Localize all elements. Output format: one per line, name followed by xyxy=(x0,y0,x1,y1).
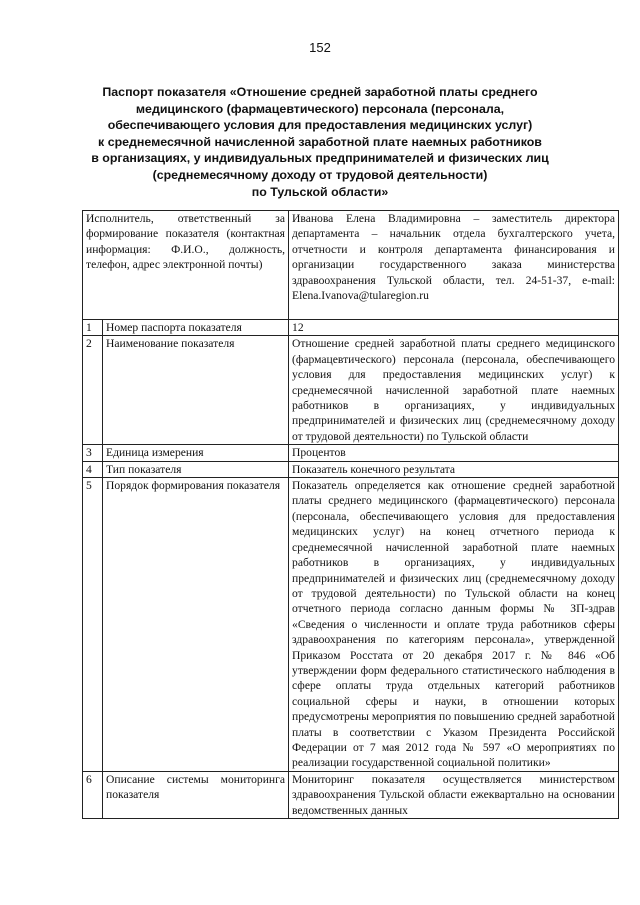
row-value: Мониторинг показателя осуществляется министерством здравоохранения Тульской области ежеквартально на основании ведомственных данных xyxy=(289,771,619,818)
row-label: Номер паспорта показателя xyxy=(103,320,289,336)
table-row xyxy=(83,461,619,477)
title-line: в организациях, у индивидуальных предпринимателей и физических лиц xyxy=(91,151,549,166)
title-line: медицинского (фармацевтического) персонала (персонала, xyxy=(135,101,505,116)
row-label: Единица измерения xyxy=(103,445,289,461)
table-row-executor xyxy=(83,211,619,320)
title-line: к среднемесячной начисленной заработной плате наемных работников xyxy=(98,134,542,149)
row-label: Описание системы мониторинга показателя xyxy=(103,771,289,818)
row-number: 4 xyxy=(83,461,103,477)
table-row xyxy=(83,478,619,772)
executor-value: Иванова Елена Владимировна – заместитель директора департамента – начальник отдела бухгалтерского учета, отчетности и контроля департамента финансирования и организации государственного заказа министерства здравоохранения Тульской области, тел. 24-51-37, e-mail: Elena.Ivanova@tularegion.ru xyxy=(289,211,619,320)
row-value: Показатель определяется как отношение средней заработной платы среднего медицинского (фармацевтического) персонала (персонала, обеспечивающего условия для предоставления медицинских услуг) на конец отчетного периода к среднемесячной начисленной заработной плате наемных работников в организациях, у индивидуальных предпринимателей и физических лиц (среднемесячному доходу от трудовой деятельности) по Тульской области на конец отчетного периода согласно данным формы № ЗП-здрав «Сведения о численности и оплате труда работников сферы здравоохранения по категориям персонала», утвержденной Приказом Росстата от 20 декабря 2017 г. № 846 «Об утверждении форм федерального статистического наблюдения в сфере оплаты труда отдельных категорий работников социальной сферы и науки, в отношении которых предусмотрены мероприятия по повышению средней заработной платы в соответствии с Указом Президента Российской Федерации от 7 мая 2012 года № 597 «О мероприятиях по реализации государственной социальной политики» xyxy=(289,478,619,772)
row-number: 1 xyxy=(83,320,103,336)
title-line: обеспечивающего условия для предоставления медицинских услуг) xyxy=(107,118,533,133)
row-label: Порядок формирования показателя xyxy=(103,478,289,772)
page-number: 152 xyxy=(309,40,331,55)
table-row xyxy=(83,771,619,818)
row-label: Тип показателя xyxy=(103,461,289,477)
table-row xyxy=(83,336,619,445)
row-value: Процентов xyxy=(289,445,619,461)
row-number: 5 xyxy=(83,478,103,772)
row-value: 12 xyxy=(289,320,619,336)
table-row xyxy=(83,445,619,461)
title-line: Паспорт показателя «Отношение средней заработной платы среднего xyxy=(102,85,538,99)
title-line: по Тульской области» xyxy=(251,184,389,199)
row-value: Показатель конечного результата xyxy=(289,461,619,477)
passport-title xyxy=(60,84,580,200)
row-number: 2 xyxy=(83,336,103,445)
row-number: 6 xyxy=(83,771,103,818)
executor-label: Исполнитель, ответственный за формирование показателя (контактная информация: Ф.И.О., должность, телефон, адрес электронной почты) xyxy=(83,211,289,320)
row-number: 3 xyxy=(83,445,103,461)
table-row xyxy=(83,320,619,336)
title-line: (среднемесячному доходу от трудовой деятельности) xyxy=(152,167,488,182)
passport-table xyxy=(82,210,619,819)
row-label: Наименование показателя xyxy=(103,336,289,445)
row-value: Отношение средней заработной платы среднего медицинского (фармацевтического) персонала (персонала, обеспечивающего условия для предоставления медицинских услуг) к среднемесячной начисленной заработной плате наемных работников в организациях, у индивидуальных предпринимателей и физических лиц (среднемесячному доходу от трудовой деятельности) по Тульской области xyxy=(289,336,619,445)
